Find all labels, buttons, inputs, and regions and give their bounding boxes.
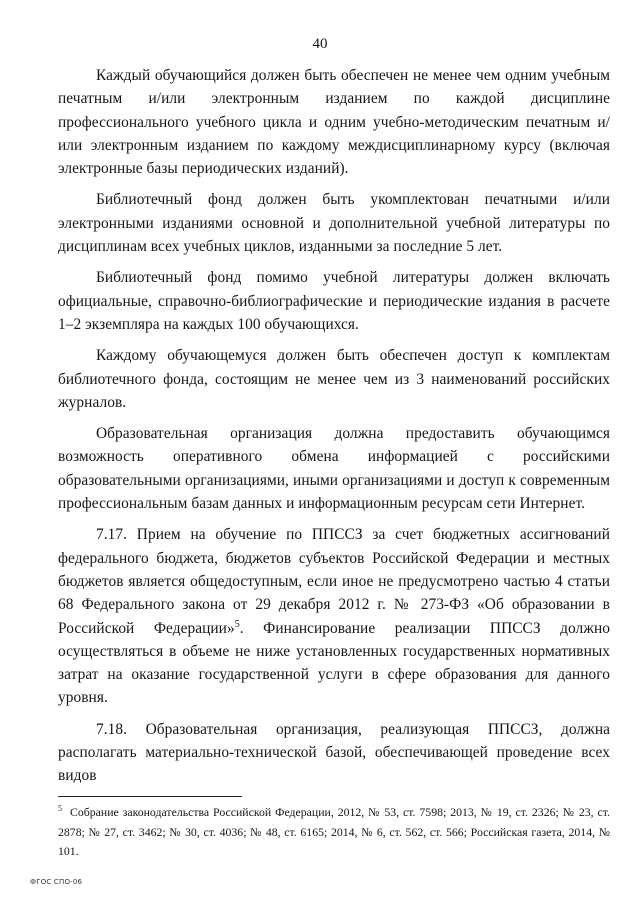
footnote bbox=[58, 803, 610, 862]
page-number: 40 bbox=[312, 36, 328, 52]
section-7-17-text-part1: 7.17. Прием на обучение по ППССЗ за счет бюджетных ассигнований федерального бюджета, бюджетов субъектов Российской Федерации и местных бюджетов является общедоступным, если иное не предусмотрено частью 4 статьи 68 Федерального закона от 29 декабря 2012 г. № 273-ФЗ «Об образовании в Российской Федерации» bbox=[58, 526, 610, 637]
paragraph-textbook-provision: Каждый обучающийся должен быть обеспечен не менее чем одним учебным печатным и/или электронным изданием по каждой дисциплине профессионального учебного цикла и одним учебно-методическим печатным и/или электронным изданием по каждому междисциплинарному курсу (включая электронные базы периодических изданий). bbox=[58, 67, 610, 178]
paragraph-library-fund: Библиотечный фонд должен быть укомплектован печатными и/или электронными изданиями основной и дополнительной учебной литературы по дисциплинам всех учебных циклов, изданными за последние 5 лет. bbox=[58, 191, 610, 256]
paragraph-section-7-18: 7.18. Образовательная организация, реализующая ППССЗ, должна располагать материально-технической базой, обеспечивающей проведение всех видов bbox=[58, 720, 610, 785]
footnote-separator bbox=[58, 796, 242, 797]
main-text bbox=[58, 64, 610, 796]
footnote-number: 5 bbox=[58, 804, 62, 814]
paragraph-information-exchange: Образовательная организация должна предоставить обучающимся возможность оперативного обмена информацией с российскими образовательными организациями, иными организациями и доступ к современным профессиональным базам данных и информационным ресурсам сети Интернет. bbox=[58, 425, 610, 513]
section-7-17-text-part2: . Финансирование реализации ППССЗ должно осуществляться в объеме не ниже установленных государственных нормативных затрат на оказание государственной услуги в сфере образования для данного уровня. bbox=[58, 619, 610, 707]
footnote-text: Собрание законодательства Российской Федерации, 2012, № 53, ст. 7598; 2013, № 19, ст. 2326; № 23, ст. 2878; № 27, ст. 3462; № 30, ст. 4036; № 48, ст. 6165; 2014, № 6, ст. 562, ст. 566; Российская газета, 2014, № 101. bbox=[58, 805, 610, 858]
paragraph-journal-access: Каждому обучающемуся должен быть обеспечен доступ к комплектам библиотечного фонда, состоящим не менее чем из 3 наименований российских журналов. bbox=[58, 347, 610, 411]
paragraph-library-reference-editions: Библиотечный фонд помимо учебной литературы должен включать официальные, справочно-библиографические и периодические издания в расчете 1–2 экземпляра на каждых 100 обучающихся. bbox=[58, 269, 610, 333]
paragraph-section-7-17 bbox=[58, 523, 610, 709]
document-code: ФГОС СПО-06 bbox=[30, 878, 83, 886]
footnote-reference[interactable]: 5 bbox=[234, 618, 240, 630]
